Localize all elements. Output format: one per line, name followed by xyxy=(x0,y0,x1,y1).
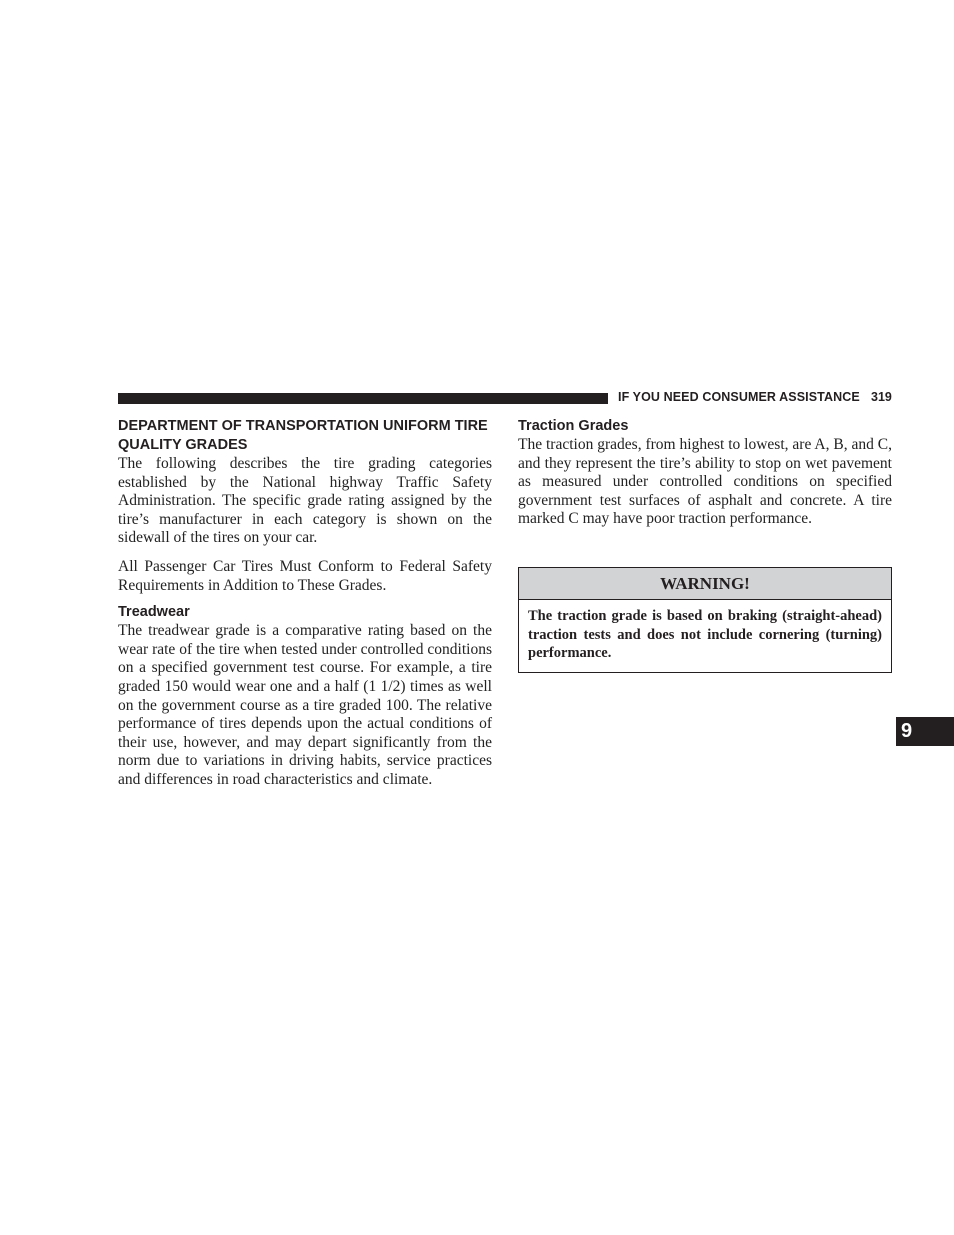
treadwear-paragraph: The treadwear grade is a comparative rating based on the wear rate of the tire when tested under controlled conditions on a specified government test course. For example, a tire graded 150 would wear one and a half (1 1/2) times as well on the government course as a tire graded 100. The relative performance of tires depends upon the actual conditions of their use, however, and may depart significantly from the norm due to variations in driving habits, service practices and differences in road characteristics and climate. xyxy=(118,622,492,788)
chapter-tab: 9 xyxy=(896,717,954,746)
header-rule-bar xyxy=(118,393,608,404)
warning-box xyxy=(518,567,892,673)
warning-title: WARNING! xyxy=(519,568,891,600)
left-column xyxy=(118,417,492,790)
traction-heading: Traction Grades xyxy=(518,418,629,434)
intro-paragraph: The following describes the tire grading categories established by the National highway Traffic Safety Administration. The specific grade rating assigned by the tire’s manufacturer in each category is shown on the sidewall of the tires on your car. xyxy=(118,455,492,547)
treadwear-heading: Treadwear xyxy=(118,604,190,621)
running-header-title: IF YOU NEED CONSUMER ASSISTANCE xyxy=(618,390,860,404)
page-number: 319 xyxy=(871,390,892,404)
section-heading: DEPARTMENT OF TRANSPORTATION UNIFORM TIRE QUALITY GRADES xyxy=(118,418,488,453)
warning-text: The traction grade is based on braking (straight-ahead) traction tests and does not include cornering (turning) performance. xyxy=(528,608,882,662)
conform-paragraph: All Passenger Car Tires Must Conform to Federal Safety Requirements in Addition to These Grades. xyxy=(118,557,492,594)
right-column xyxy=(518,417,892,529)
traction-paragraph: The traction grades, from highest to lowest, are A, B, and C, and they represent the tire’s ability to stop on wet pavement as measured under controlled conditions on specified government test surfaces of asphalt and concrete. A tire marked C may have poor traction performance. xyxy=(518,436,892,528)
